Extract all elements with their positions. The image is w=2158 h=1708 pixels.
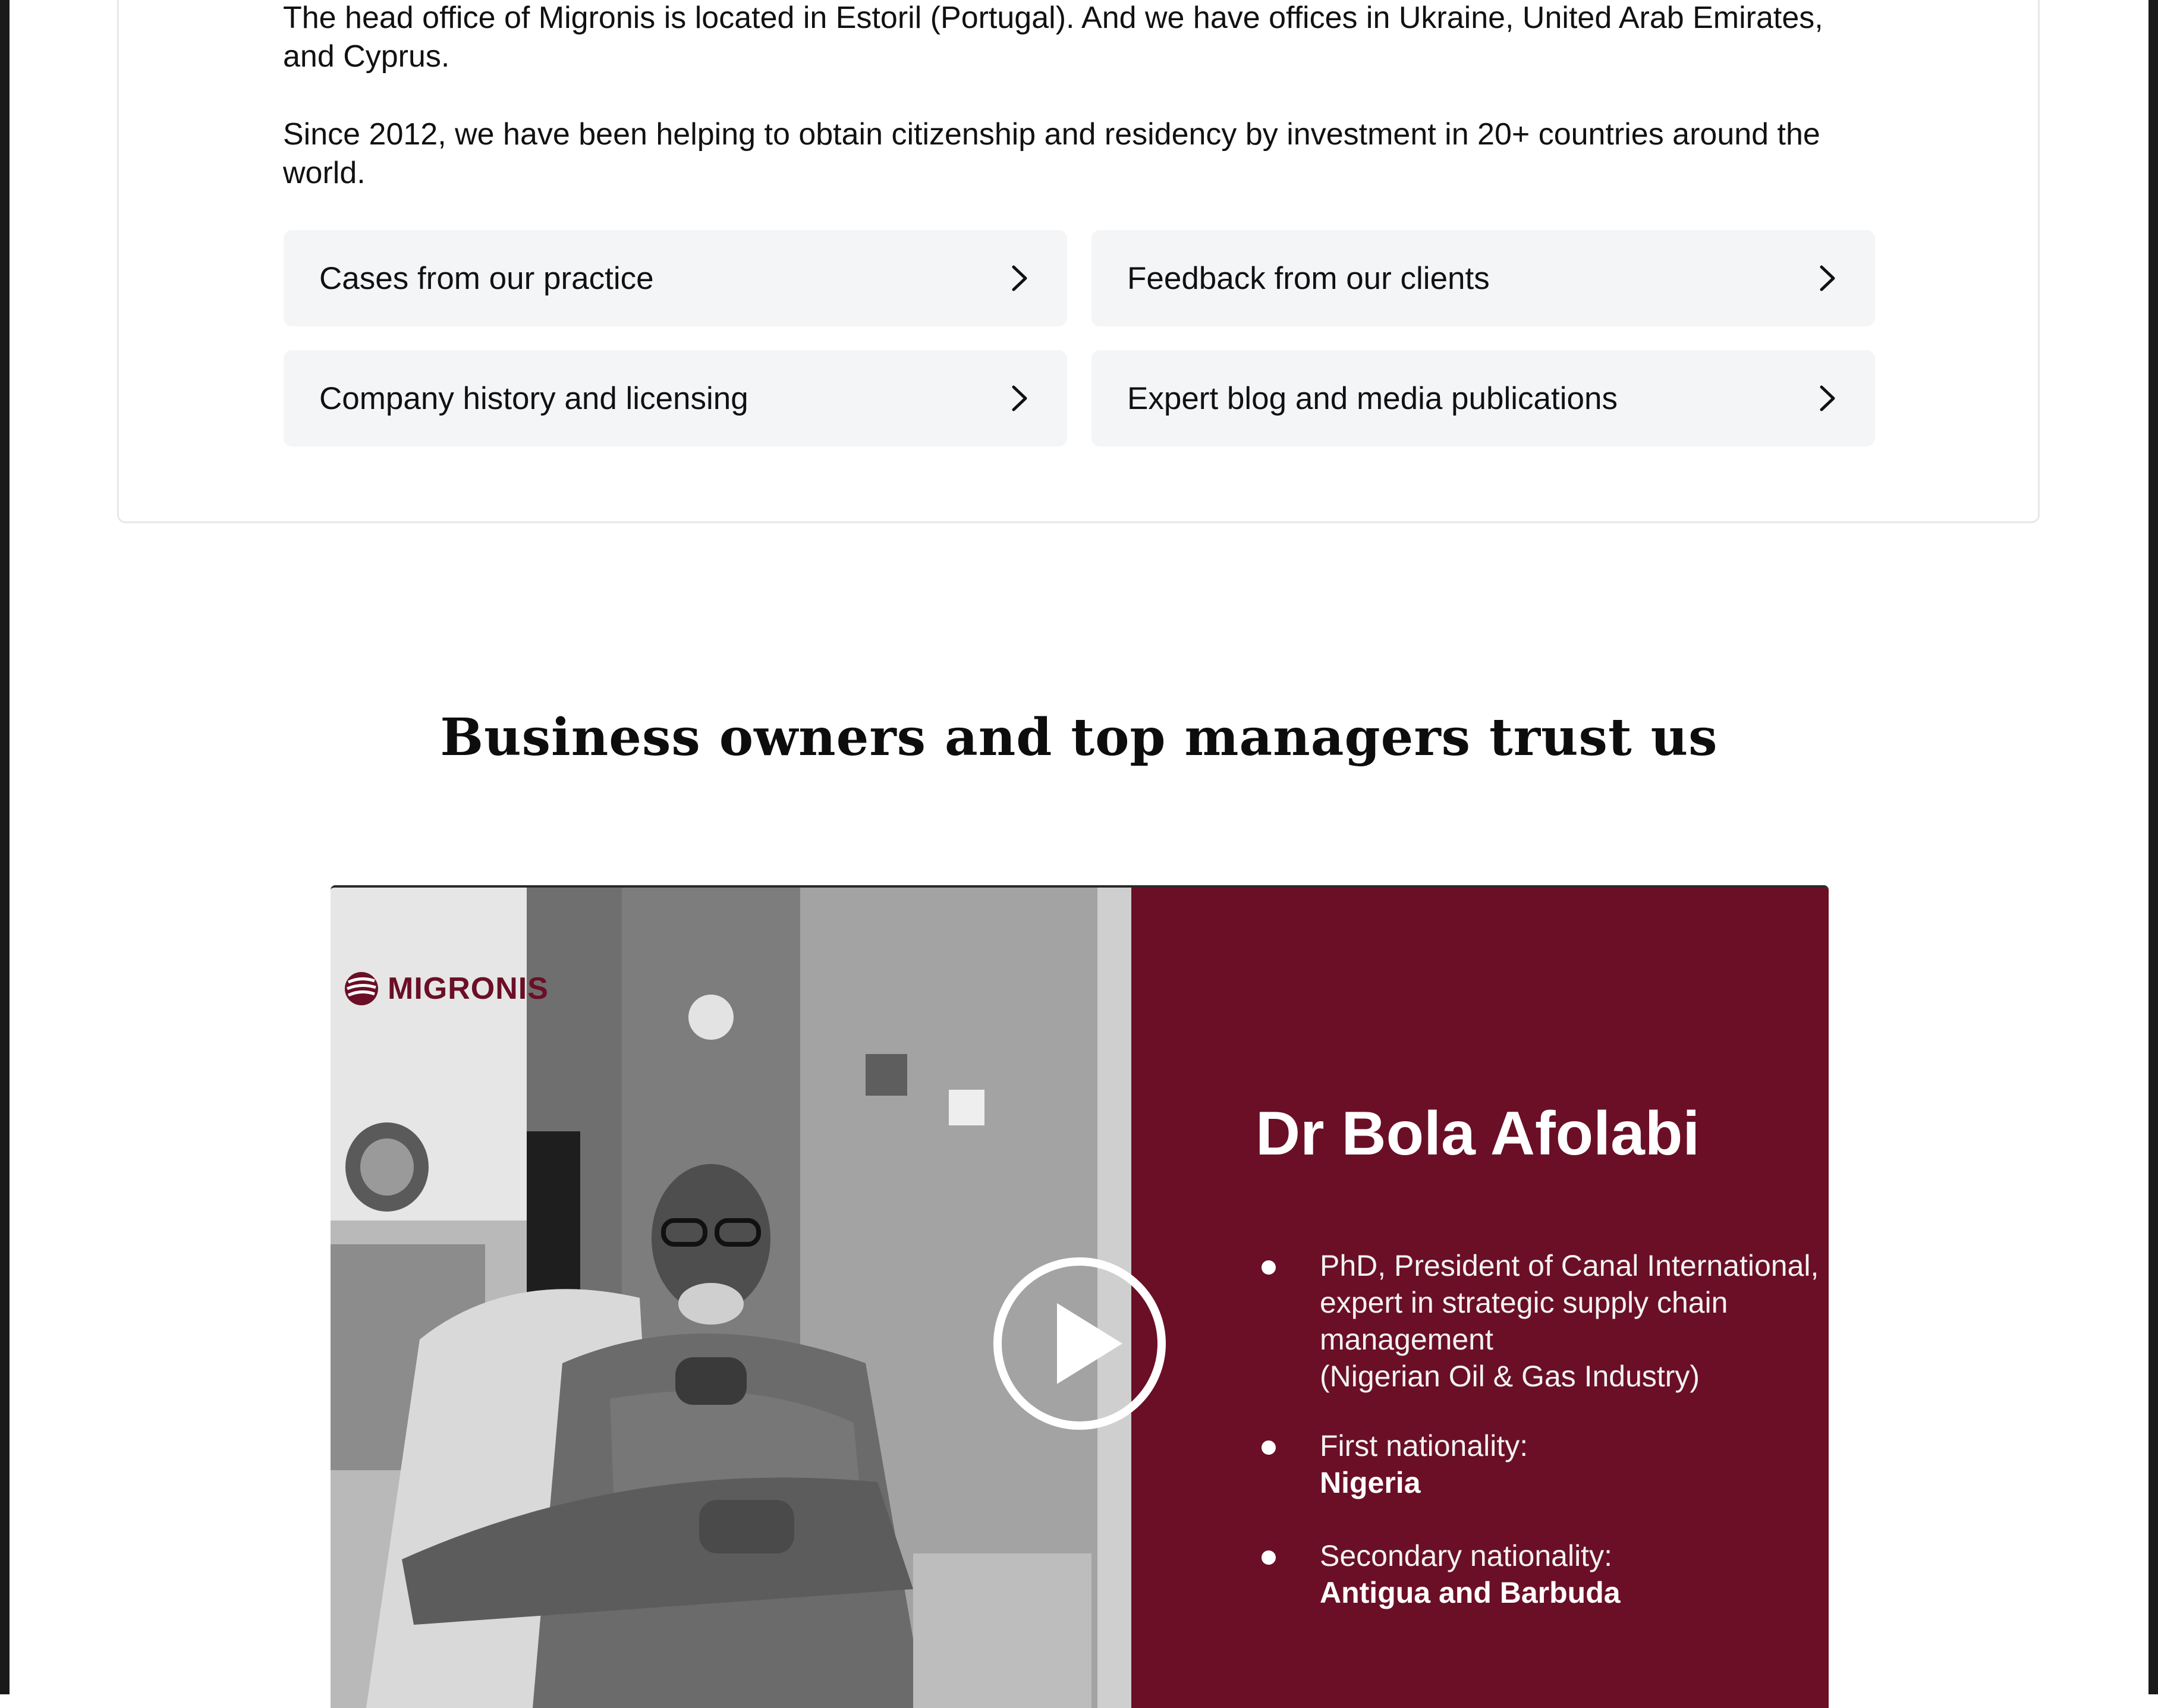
migronis-logo-text: MIGRONIS: [388, 971, 549, 1006]
link-label: Expert blog and media publications: [1127, 380, 1618, 416]
link-label: Cases from our practice: [319, 260, 654, 296]
fact-value: Antigua and Barbuda: [1320, 1576, 1621, 1609]
bullet: [1262, 1550, 1276, 1565]
fact-line: management: [1320, 1323, 1493, 1356]
link-company-history-licensing[interactable]: [284, 350, 1067, 446]
fact-text: [1320, 1247, 1829, 1395]
play-button[interactable]: [990, 1254, 1169, 1433]
fact-line: PhD, President of Canal International,: [1320, 1249, 1819, 1282]
bullet: [1262, 1440, 1276, 1455]
chevron-right-icon: [1008, 383, 1031, 413]
fact-label: First nationality:: [1320, 1429, 1528, 1462]
fact-text: [1320, 1537, 1829, 1611]
fact-line: (Nigerian Oil & Gas Industry): [1320, 1360, 1700, 1393]
chevron-right-icon: [1816, 263, 1839, 293]
link-label: Company history and licensing: [319, 380, 748, 416]
section-title: Business owners and top managers trust us: [440, 707, 1718, 768]
migronis-logo-icon: [344, 970, 379, 1007]
testimonial-person-name: Dr Bola Afolabi: [1256, 1099, 1700, 1168]
link-label: Feedback from our clients: [1127, 260, 1490, 296]
about-paragraph-history: Since 2012, we have been helping to obtain citizenship and residency by investment in 20+ countries around the world.: [283, 117, 1820, 190]
play-icon: [990, 1254, 1169, 1433]
chevron-right-icon: [1816, 383, 1839, 413]
fact-line: expert in strategic supply chain: [1320, 1286, 1728, 1319]
migronis-logo: [344, 970, 549, 1007]
window-edge-left: [0, 0, 10, 1694]
link-cases-from-practice[interactable]: [284, 230, 1067, 326]
window-edge-right: [2148, 0, 2158, 1694]
about-paragraph-offices: The head office of Migronis is located in Estoril (Portugal). And we have offices in Ukraine, United Arab Emirates, and Cyprus.: [283, 1, 1823, 74]
fact-value: Nigeria: [1320, 1466, 1421, 1499]
fact-label: Secondary nationality:: [1320, 1539, 1612, 1572]
fact-text: [1320, 1427, 1829, 1501]
link-expert-blog-media[interactable]: [1091, 350, 1875, 446]
chevron-right-icon: [1008, 263, 1031, 293]
testimonial-video[interactable]: [331, 885, 1829, 1708]
bullet: [1262, 1260, 1276, 1275]
link-feedback-from-clients[interactable]: [1091, 230, 1875, 326]
